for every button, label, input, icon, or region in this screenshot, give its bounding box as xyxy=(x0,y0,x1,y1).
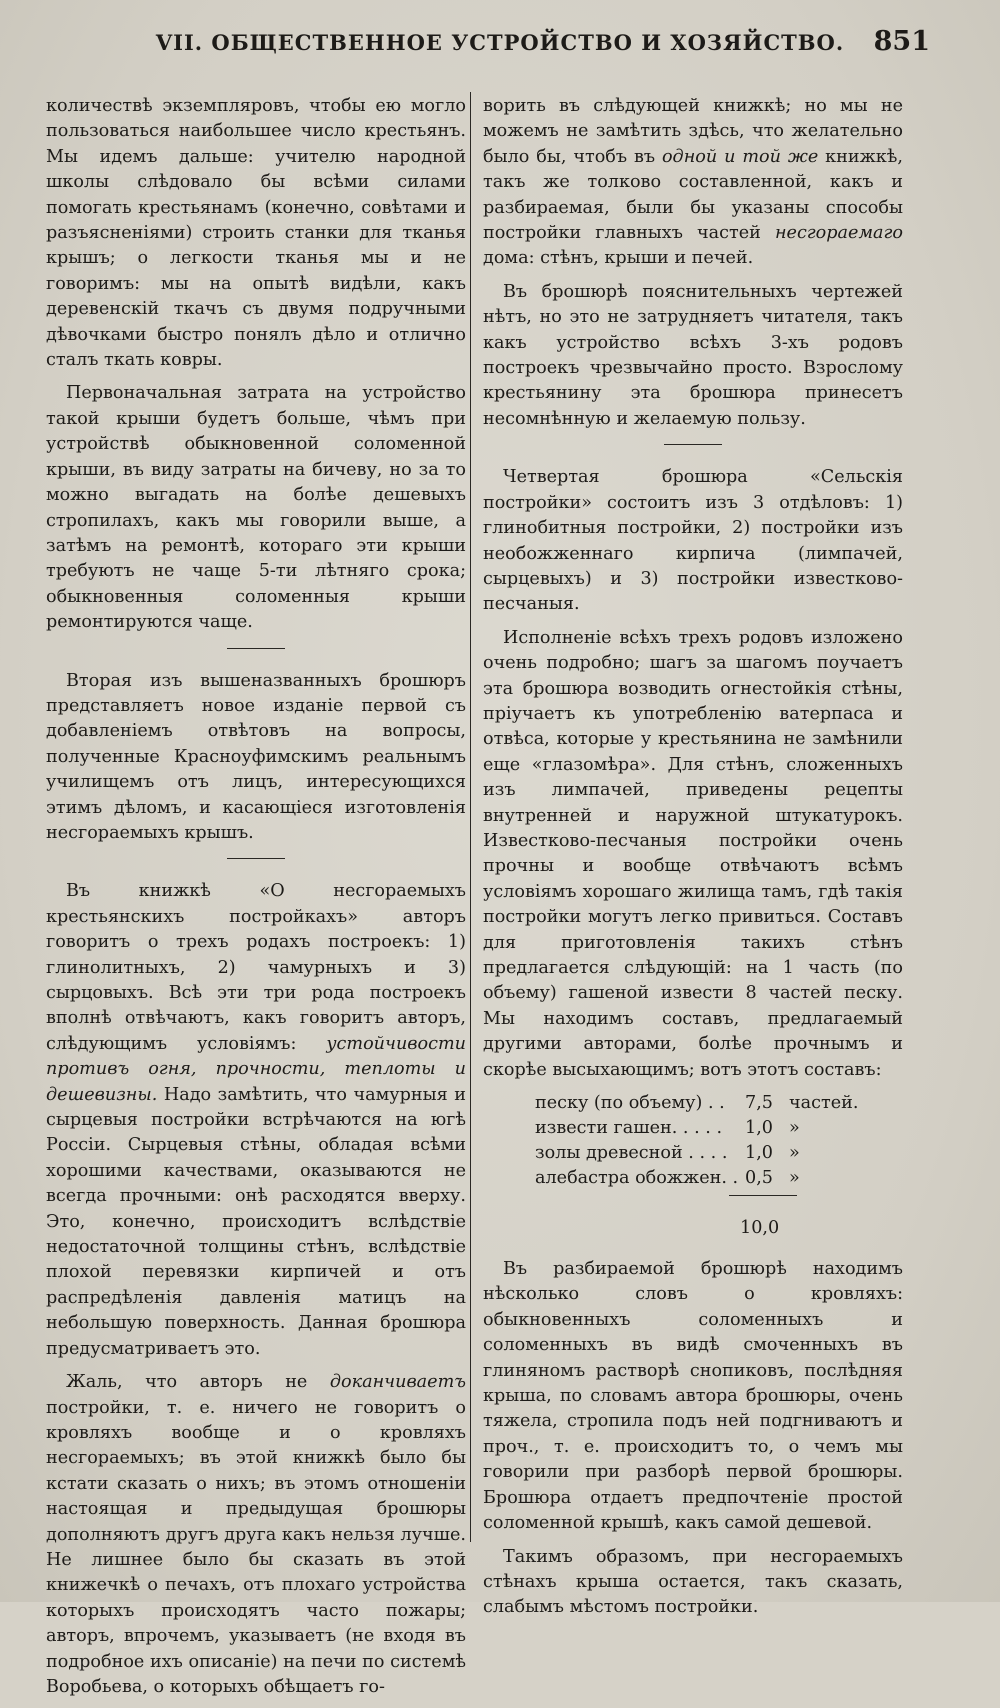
component-name: песку (по объему) . . xyxy=(535,1093,725,1114)
component-name: алебастра обожжен. . xyxy=(535,1168,739,1189)
paragraph: Исполненіе всѣхъ трехъ родовъ изложено очень подробно; шагъ за шагомъ поучаетъ эта брошюра возводить огнестойкія стѣны, пріучаетъ къ употребленію ватерпаса и отвѣса, которые у крестьянина не замѣнили еще «глазомѣра». Для стѣнъ, сложенныхъ изъ лимпачей, приведены рецепты внутренней и наружной штукатурокъ. Известково-песчаныя постройки очень прочны и вообще отвѣчаютъ всѣмъ условіямъ хорошаго жилища тамъ, гдѣ такія постройки могутъ легко привиться. Составъ для приготовленія такихъ стѣнъ предлагается слѣдующій: на 1 часть (по объему) гашеной извести 8 частей песку. Мы находимъ составъ, предлагаемый другими авторами, болѣе прочнымъ и скорѣе высыхающимъ; вотъ этотъ составъ: xyxy=(483,627,903,1080)
paragraph: Такимъ образомъ, при несгораемыхъ стѣнахъ крыша остается, такъ сказать, слабымъ мѣстомъ постройки. xyxy=(483,1546,903,1618)
right-column xyxy=(483,94,903,1629)
sum-rule xyxy=(729,1195,797,1196)
section-separator xyxy=(227,648,285,649)
component-name: извести гашен. . . . . xyxy=(535,1118,723,1139)
italic-text: доканчиваетъ xyxy=(329,1372,466,1393)
composition-total-row xyxy=(483,1216,903,1241)
italic-text: несгораемаго xyxy=(774,223,903,244)
component-name: золы древесной . . . . xyxy=(535,1143,728,1164)
component-unit: » xyxy=(789,1168,800,1189)
paragraph: Въ разбираемой брошюрѣ находимъ нѣсколько словъ о кровляхъ: обыкновенныхъ соломенныхъ и соломенныхъ въ видѣ смоченныхъ въ глиняномъ растворѣ снопиковъ, послѣдняя крыша, по словамъ автора брошюры, очень тяжела, стропила подъ ней подгниваютъ и проч., т. е. происходитъ то, о чемъ мы говорили при разборѣ первой брошюры. Брошюра отдаетъ предпочтеніе простой соломенной крышѣ, какъ самой дешевой. xyxy=(483,1259,903,1534)
text-run: ворить въ слѣдующей книжкѣ; но мы не можемъ не замѣтить здѣсь, что желательно было бы, чтобъ въ xyxy=(483,96,903,167)
page-header xyxy=(46,22,954,66)
component-value: 1,0 xyxy=(745,1118,773,1139)
section-separator xyxy=(227,858,285,859)
text-run: постройки, т. е. ничего не говоритъ о кровляхъ вообще и о кровляхъ несгораемыхъ; въ этой книжкѣ было бы кстати сказать о нихъ; въ этомъ отношеніи настоящая и предыдущая брошюры дополняютъ другъ друга какъ нельзя лучше. Не лишнее было бы сказать въ этой книжечкѣ о печахъ, отъ плохаго устройства которыхъ происходятъ часто пожары; авторъ, впрочемъ, указываетъ (не входя въ подробное ихъ описаніе) на печи по системѣ Воробьева, о которыхъ обѣщаетъ го- xyxy=(46,1397,466,1697)
text-run: дома: стѣнъ, крыши и печей. xyxy=(483,248,754,269)
paragraph xyxy=(483,94,903,272)
component-value: 7,5 xyxy=(745,1093,773,1114)
paragraph xyxy=(46,879,466,1362)
component-unit: » xyxy=(789,1143,800,1164)
text-run: Въ книжкѣ «О несгораемыхъ крестьянскихъ постройкахъ» авторъ говоритъ о трехъ родахъ построекъ: 1) глинолитныхъ, 2) чамурныхъ и 3) сырцовыхъ. Всѣ эти три рода построекъ вполнѣ отвѣчаютъ, какъ говоритъ авторъ, слѣдующимъ условіямъ: xyxy=(46,881,466,1054)
composition-row xyxy=(483,1166,903,1191)
paragraph: Вторая изъ вышеназванныхъ брошюръ представляетъ новое изданіе первой съ добавленіемъ отвѣтовъ на вопросы, полученные Красноуфимскимъ реальнымъ училищемъ отъ лицъ, интересующихся этимъ дѣломъ, и касающіеся изготовленія несгораемыхъ крышъ. xyxy=(46,670,466,843)
composition-row xyxy=(483,1091,903,1116)
component-value: 0,5 xyxy=(745,1168,773,1189)
paragraph: Первоначальная затрата на устройство такой крыши будетъ больше, чѣмъ при устройствѣ обыкновенной соломенной крыши, въ виду затраты на бичеву, но за то можно выгадать на болѣе дешевыхъ стропилахъ, какъ мы говорили выше, а затѣмъ на ремонтѣ, котораго эти крыши требуютъ не чаще 5-ти лѣтняго срока; обыкновенныя соломенныя крыши ремонтируются чаще. xyxy=(46,383,466,633)
component-value: 1,0 xyxy=(745,1143,773,1164)
paragraph xyxy=(46,1370,466,1700)
text-run: Жаль, что авторъ не xyxy=(66,1372,330,1393)
column-divider xyxy=(470,92,471,1542)
page-number: 851 xyxy=(873,26,930,57)
left-column xyxy=(46,94,466,1708)
paragraph: Четвертая брошюра «Сельскія постройки» состоитъ изъ 3 отдѣловъ: 1) глинобитныя постройки, 2) постройки изъ необожженнаго кирпича (лимпачей, сырцевыхъ) и 3) постройки известково-песчаныя. xyxy=(483,467,903,615)
composition-total-row xyxy=(483,1191,903,1216)
composition-table xyxy=(483,1091,903,1241)
component-unit: частей. xyxy=(789,1093,859,1114)
italic-text: устойчивости противъ огня, прочности, теплоты и дешевизны. xyxy=(46,1033,466,1105)
paragraph: количествѣ экземпляровъ, чтобы ею могло пользоваться наибольшее число крестьянъ. Мы идемъ дальше: учителю народной школы слѣдовало бы всѣми силами помогать крестьянамъ (конечно, совѣтами и разъясненіями) строить станки для тканья крышъ; о легкости тканья мы и не говоримъ: мы на опытѣ видѣли, какъ деревенскій ткачъ съ двумя подручными дѣвочками быстро понялъ дѣло и отлично сталъ ткать ковры. xyxy=(46,96,466,371)
component-unit: » xyxy=(789,1118,800,1139)
composition-total: 10,0 xyxy=(740,1218,780,1239)
section-separator xyxy=(664,444,722,445)
italic-text: одной и той же xyxy=(661,146,819,167)
composition-row xyxy=(483,1141,903,1166)
paragraph: Въ брошюрѣ пояснительныхъ чертежей нѣтъ, но это не затрудняетъ читателя, такъ какъ устройство всѣхъ 3-хъ родовъ построекъ чрезвычайно просто. Взрослому крестьянину эта брошюра принесетъ несомнѣнную и желаемую пользу. xyxy=(483,281,903,429)
running-title: VII. ОБЩЕСТВЕННОЕ УСТРОЙСТВО И ХОЗЯЙСТВО. xyxy=(155,30,845,55)
text-run: Надо замѣтить, что чамурныя и сырцевыя постройки встрѣчаются на югѣ Россіи. Сырцевыя стѣны, обладая всѣми хорошими качествами, оказываются не всегда прочными: онѣ расходятся вверху. Это, конечно, происходитъ вслѣдствіе недостаточной толщины стѣнъ, вслѣдствіе плохой перевязки кирпичей и отъ распредѣленія давленія матицъ на небольшую поверхность. Данная брошюра предусматриваетъ это. xyxy=(46,1084,466,1359)
text-run: книжкѣ, такъ же толково составленной, какъ и разбираемая, были бы указаны способы постройки главныхъ частей xyxy=(483,146,903,244)
composition-row xyxy=(483,1116,903,1141)
